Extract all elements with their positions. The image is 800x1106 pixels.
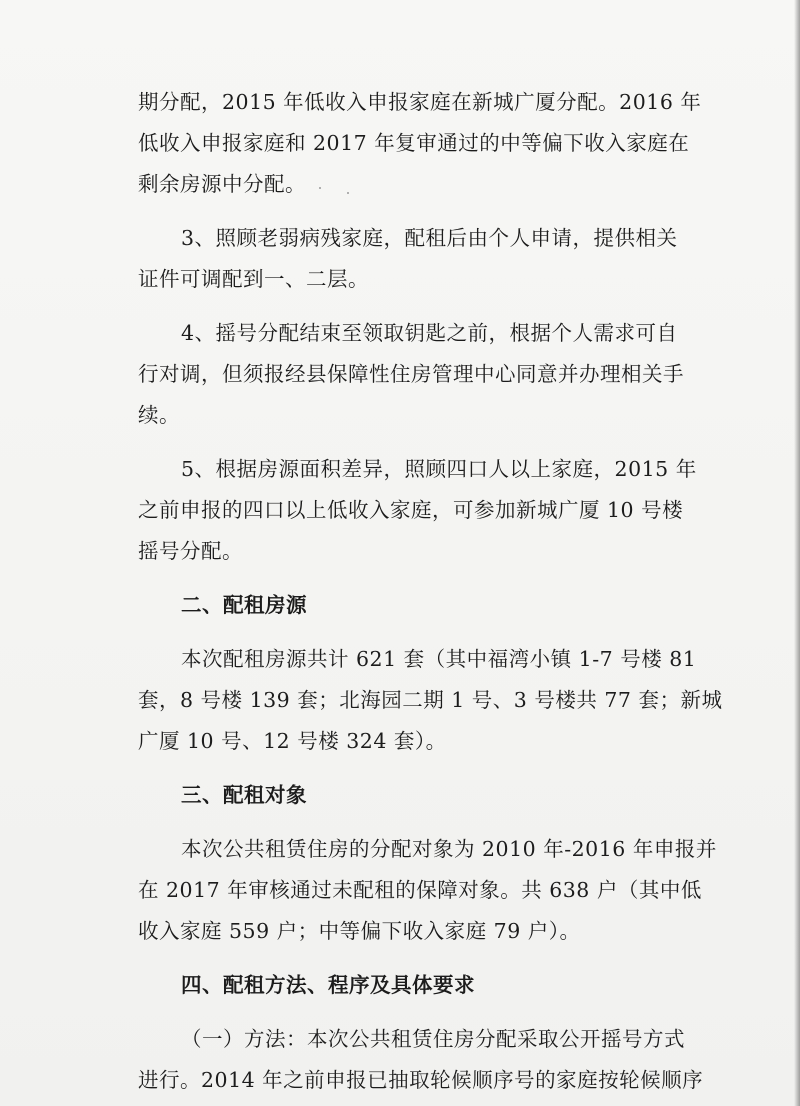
paragraph-line: 之前申报的四口以上低收入家庭，可参加新城广厦 10 号楼 — [138, 498, 684, 522]
paragraph-line: 套，8 号楼 139 套；北海园二期 1 号、3 号楼共 77 套；新城 — [138, 688, 723, 712]
section-heading: 二、配租房源 — [181, 593, 307, 617]
paragraph-line: 5、根据房源面积差异，照顾四口人以上家庭，2015 年 — [181, 457, 697, 481]
paragraph-line: 收入家庭 559 户；中等偏下收入家庭 79 户）。 — [138, 919, 581, 943]
paragraph-line: 本次配租房源共计 621 套（其中福湾小镇 1-7 号楼 81 — [181, 647, 697, 671]
paragraph-line: 证件可调配到一、二层。 — [138, 267, 369, 291]
document-body — [138, 82, 723, 1101]
page-edge-shadow — [794, 0, 800, 1106]
paragraph-line: 在 2017 年审核通过未配租的保障对象。共 638 户（其中低 — [138, 878, 702, 902]
paragraph-line: 摇号分配。 — [138, 539, 243, 563]
paragraph-line: 期分配，2015 年低收入申报家庭在新城广厦分配。2016 年 — [138, 90, 702, 114]
paragraph-line: 4、摇号分配结束至领取钥匙之前，根据个人需求可自 — [181, 321, 678, 345]
paragraph-line: 3、照顾老弱病残家庭，配租后由个人申请，提供相关 — [181, 226, 678, 250]
paragraph-line: 低收入申报家庭和 2017 年复审通过的中等偏下收入家庭在 — [138, 131, 690, 155]
paragraph-line: 续。 — [138, 403, 180, 427]
paragraph-line: （一）方法：本次公共租赁住房分配采取公开摇号方式 — [181, 1027, 685, 1051]
paragraph-line: 行对调，但须报经县保障性住房管理中心同意并办理相关手 — [138, 362, 684, 386]
section-heading: 三、配租对象 — [181, 783, 307, 807]
paragraph-line: 进行。2014 年之前申报已抽取轮候顺序号的家庭按轮候顺序 — [138, 1068, 704, 1092]
paragraph-line: 剩余房源中分配。 — [138, 172, 306, 196]
section-heading: 四、配租方法、程序及具体要求 — [181, 973, 475, 997]
paragraph-line: 广厦 10 号、12 号楼 324 套）。 — [138, 729, 447, 753]
paragraph-line: 本次公共租赁住房的分配对象为 2010 年-2016 年申报并 — [181, 837, 717, 861]
